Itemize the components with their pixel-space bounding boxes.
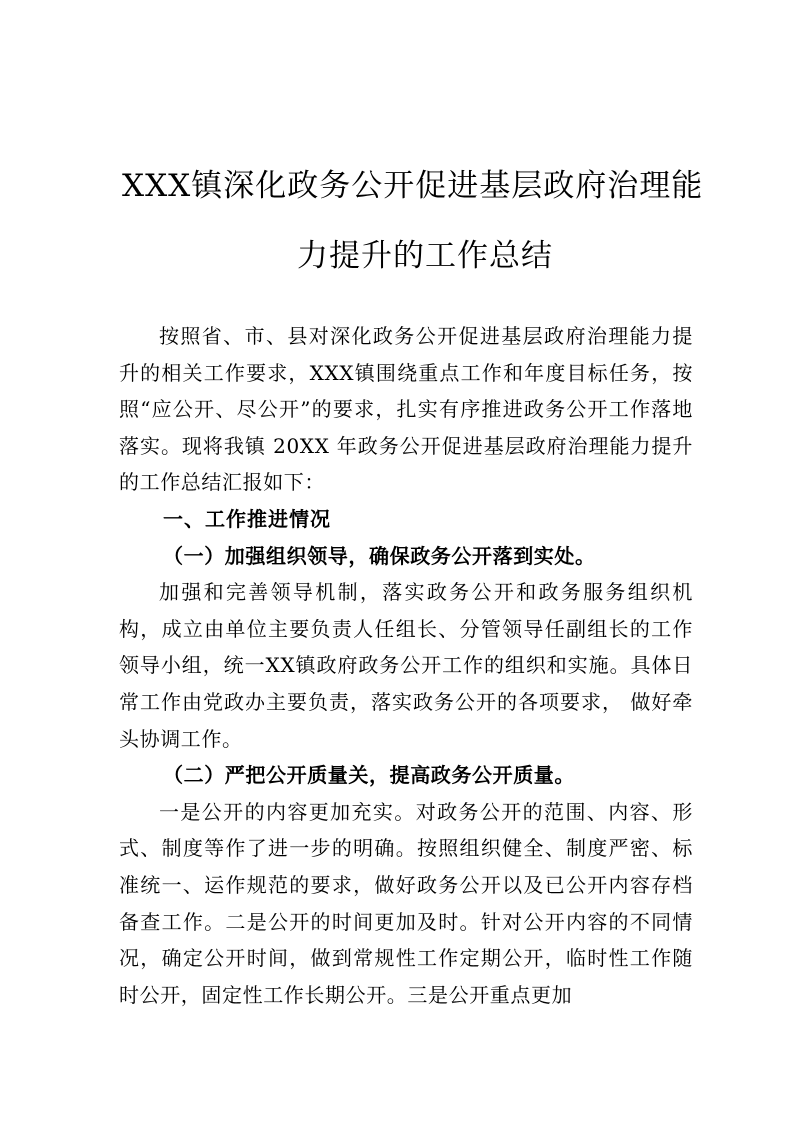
- document-body: [119, 318, 693, 1013]
- subsection-heading-2: （二）严把公开质量关，提高政务公开质量。: [163, 763, 575, 788]
- document-title-line-2: 力提升的工作总结: [297, 238, 553, 274]
- intro-paragraph: 按照省、市、县对深化政务公开促进基层政府治理能力提升的相关工作要求，XXX镇围绕重点工作和年度目标任务，按照“应公开、尽公开”的要求，扎实有序推进政务公开工作落地落实。现将我镇 20XX 年政务公开促进基层政府治理能力提升的工作总结汇报如下：: [119, 324, 693, 495]
- subsection-heading-1: （一）加强组织领导，确保政务公开落到实处。: [163, 543, 596, 568]
- subsection-2-paragraph: 一是公开的内容更加充实。对政务公开的范围、内容、形式、制度等作了进一步的明确。按照组织健全、制度严密、标准统一、运作规范的要求，做好政务公开以及已公开内容存档备查工作。二是公开的时间更加及时。针对公开内容的不同情况，确定公开时间，做到常规性工作定期公开，临时性工作随时公开，固定性工作长期公开。三是公开重点更加: [119, 799, 693, 1007]
- section-heading-1: 一、工作推进情况: [163, 506, 331, 531]
- document-title-line-1: XXX镇深化政务公开促进基层政府治理能: [122, 168, 704, 204]
- subsection-1-paragraph: 加强和完善领导机制，落实政务公开和政务服务组织机构，成立由单位主要负责人任组长、分管领导任副组长的工作领导小组，统一XX镇政府政务公开工作的组织和实施。具体日常工作由党政办主要负责，落实政务公开的各项要求， 做好牵头协调工作。: [119, 580, 693, 751]
